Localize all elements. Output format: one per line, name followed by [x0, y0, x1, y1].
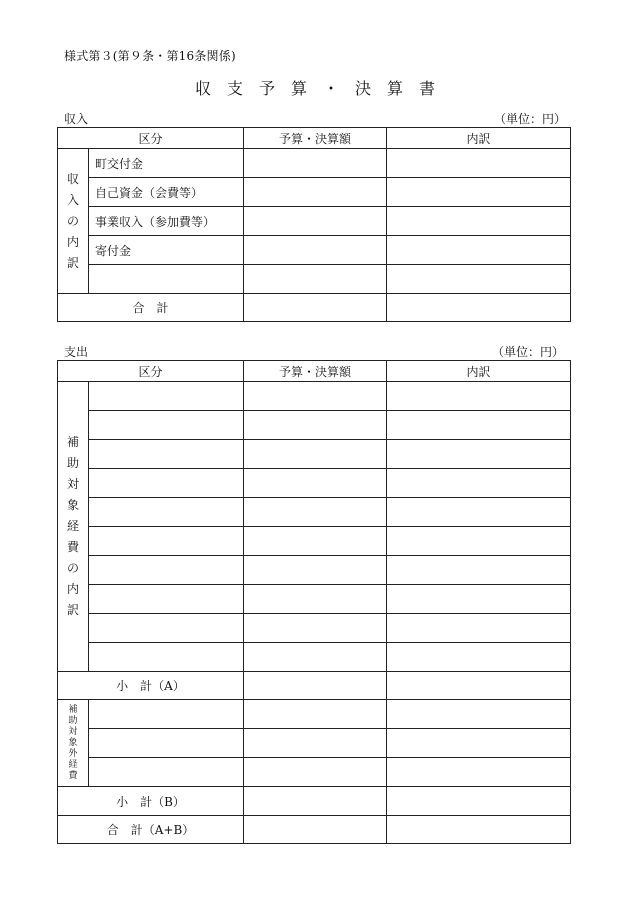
expense-a-amount-cell[interactable]	[244, 469, 387, 498]
expense-b-breakdown-cell[interactable]	[387, 700, 571, 729]
expense-a-amount-cell[interactable]	[244, 585, 387, 614]
income-section-label: 収入	[64, 112, 89, 126]
expense-a-breakdown-cell[interactable]	[387, 498, 571, 527]
expense-group-b-char: 補	[68, 704, 78, 715]
expense-group-a-char: 対	[66, 477, 79, 491]
grand-total-breakdown-cell[interactable]	[387, 816, 571, 844]
income-row-amount-cell[interactable]	[244, 178, 387, 207]
expense-header-breakdown: 内訳	[387, 361, 571, 382]
document-title: 収 支 予 算 ・ 決 算 書	[194, 79, 435, 98]
expense-b-breakdown-cell[interactable]	[387, 758, 571, 787]
income-group-char: の	[66, 213, 79, 228]
income-total-amount-cell[interactable]	[244, 294, 387, 322]
income-table	[57, 127, 571, 322]
expense-a-item-cell[interactable]	[89, 585, 244, 614]
expense-b-amount-cell[interactable]	[244, 729, 387, 758]
expense-b-item-cell[interactable]	[89, 758, 244, 787]
expense-a-amount-cell[interactable]	[244, 556, 387, 585]
expense-b-breakdown-cell[interactable]	[387, 729, 571, 758]
expense-group-a-char: 象	[66, 498, 79, 512]
expense-a-item-cell[interactable]	[89, 556, 244, 585]
expense-a-amount-cell[interactable]	[244, 411, 387, 440]
income-row-breakdown-cell[interactable]	[387, 149, 571, 178]
income-group-char: 収	[66, 171, 79, 186]
income-group-label	[58, 149, 89, 294]
expense-table	[57, 360, 571, 844]
expense-section-label: 支出	[64, 345, 89, 359]
income-row-label: 事業収入（参加費等）	[89, 207, 244, 236]
expense-group-a-char: 費	[66, 540, 79, 554]
income-row-amount-cell[interactable]	[244, 207, 387, 236]
expense-a-breakdown-cell[interactable]	[387, 469, 571, 498]
expense-a-breakdown-cell[interactable]	[387, 556, 571, 585]
subtotal-a-breakdown-cell[interactable]	[387, 672, 571, 700]
expense-group-a-char: 経	[66, 519, 79, 533]
expense-group-b-char: 助	[68, 715, 78, 726]
expense-a-amount-cell[interactable]	[244, 440, 387, 469]
income-row-amount-cell[interactable]	[244, 236, 387, 265]
expense-a-item-cell[interactable]	[89, 411, 244, 440]
expense-group-a-char: 内	[66, 582, 79, 596]
income-row-breakdown-cell[interactable]	[387, 178, 571, 207]
expense-group-b-label	[58, 700, 89, 787]
income-row-label: 自己資金（会費等）	[89, 178, 244, 207]
income-group-char: 内	[66, 234, 79, 249]
expense-b-amount-cell[interactable]	[244, 758, 387, 787]
expense-group-a-char: 訳	[66, 603, 79, 617]
subtotal-a-amount-cell[interactable]	[244, 672, 387, 700]
subtotal-a-label: 小 計（A）	[58, 672, 244, 700]
form-number: 様式第３(第９条・第16条関係)	[64, 49, 236, 63]
income-row-amount-cell[interactable]	[244, 149, 387, 178]
income-row-breakdown-cell[interactable]	[387, 207, 571, 236]
income-header-amount: 予算・決算額	[244, 128, 387, 149]
income-row-label	[89, 265, 244, 294]
expense-a-amount-cell[interactable]	[244, 498, 387, 527]
expense-a-amount-cell[interactable]	[244, 614, 387, 643]
expense-a-item-cell[interactable]	[89, 527, 244, 556]
expense-unit-label: （単位：円）	[491, 345, 564, 359]
expense-a-item-cell[interactable]	[89, 469, 244, 498]
income-row-label: 町交付金	[89, 149, 244, 178]
expense-group-b-char: 経	[68, 759, 78, 770]
grand-total-amount-cell[interactable]	[244, 816, 387, 844]
subtotal-b-breakdown-cell[interactable]	[387, 787, 571, 816]
expense-group-a-char: の	[66, 561, 79, 575]
income-header-breakdown: 内訳	[387, 128, 571, 149]
income-row-amount-cell[interactable]	[244, 265, 387, 294]
expense-a-breakdown-cell[interactable]	[387, 643, 571, 672]
expense-a-breakdown-cell[interactable]	[387, 585, 571, 614]
expense-group-b-char: 外	[68, 748, 78, 759]
expense-group-a-char: 補	[66, 435, 79, 449]
expense-group-b-char: 費	[68, 770, 78, 781]
expense-a-item-cell[interactable]	[89, 440, 244, 469]
income-total-label: 合 計	[58, 294, 244, 322]
income-unit-label: （単位：円）	[493, 112, 566, 126]
income-total-breakdown-cell[interactable]	[387, 294, 571, 322]
expense-a-breakdown-cell[interactable]	[387, 411, 571, 440]
expense-a-amount-cell[interactable]	[244, 643, 387, 672]
expense-a-breakdown-cell[interactable]	[387, 382, 571, 411]
expense-a-amount-cell[interactable]	[244, 527, 387, 556]
expense-header-amount: 予算・決算額	[244, 361, 387, 382]
income-header-category: 区分	[58, 128, 244, 149]
income-row-breakdown-cell[interactable]	[387, 236, 571, 265]
expense-a-amount-cell[interactable]	[244, 382, 387, 411]
subtotal-b-amount-cell[interactable]	[244, 787, 387, 816]
income-row-breakdown-cell[interactable]	[387, 265, 571, 294]
income-group-char: 訳	[66, 255, 79, 270]
expense-group-b-char: 象	[68, 737, 78, 748]
income-group-char: 入	[66, 192, 79, 207]
expense-a-breakdown-cell[interactable]	[387, 440, 571, 469]
expense-group-b-char: 対	[68, 726, 78, 737]
expense-a-item-cell[interactable]	[89, 643, 244, 672]
expense-group-a-char: 助	[66, 456, 79, 470]
income-row-label: 寄付金	[89, 236, 244, 265]
expense-group-a-label	[58, 382, 89, 672]
expense-a-breakdown-cell[interactable]	[387, 614, 571, 643]
subtotal-b-label: 小 計（B）	[58, 787, 244, 816]
expense-a-breakdown-cell[interactable]	[387, 527, 571, 556]
expense-header-category: 区分	[58, 361, 244, 382]
expense-a-item-cell[interactable]	[89, 614, 244, 643]
expense-b-item-cell[interactable]	[89, 729, 244, 758]
expense-a-item-cell[interactable]	[89, 382, 244, 411]
expense-a-item-cell[interactable]	[89, 498, 244, 527]
grand-total-label: 合 計（A+B）	[58, 816, 244, 844]
expense-b-item-cell[interactable]	[89, 700, 244, 729]
expense-b-amount-cell[interactable]	[244, 700, 387, 729]
